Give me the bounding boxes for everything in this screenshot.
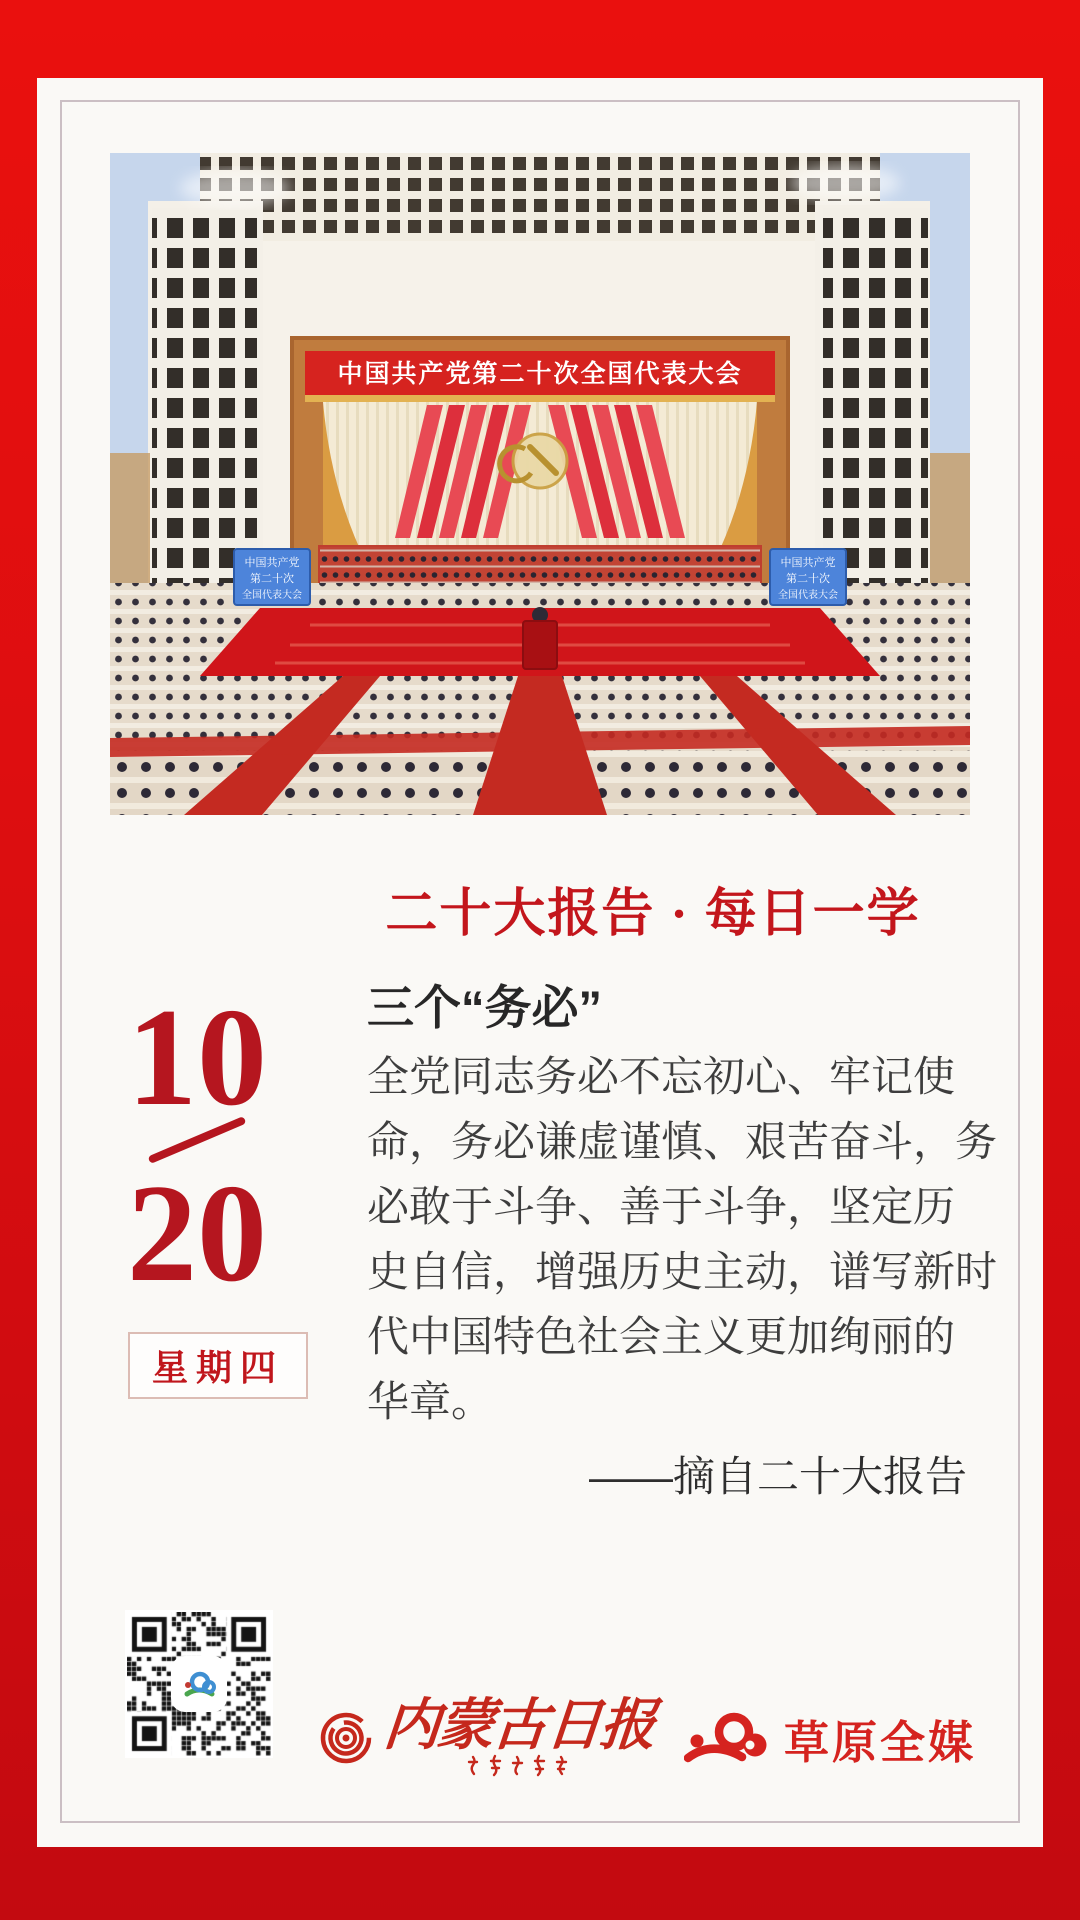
spiral-seal-icon — [318, 1710, 374, 1766]
qr-code-block — [125, 1610, 273, 1758]
footer-logos — [337, 1678, 977, 1798]
newspaper-name: 内蒙古日报 — [381, 1695, 657, 1757]
page-title: 二十大报告 · 每日一学 — [385, 886, 921, 943]
right-side-screen — [770, 549, 846, 605]
svg-text:全国代表大会: 全国代表大会 — [242, 590, 302, 601]
poster-card — [37, 78, 1043, 1847]
congress-hall-photo — [110, 153, 970, 815]
svg-text:第二十次: 第二十次 — [786, 573, 830, 585]
cloud-hill-icon — [179, 1664, 219, 1704]
media-logo-group — [684, 1706, 976, 1771]
svg-text:中国共产党: 中国共产党 — [780, 557, 836, 569]
body-line: 命，务必谦虚谨慎、艰苦奋斗，务 — [367, 1118, 998, 1165]
body-line: 史自信，增强历史主动，谱写新时 — [367, 1248, 998, 1295]
quote-attribution: ——摘自二十大报告 — [588, 1453, 967, 1500]
svg-text:第二十次: 第二十次 — [250, 573, 294, 585]
body-line: 必敢于斗争、善于斗争，坚定历 — [367, 1183, 956, 1230]
coffered-ceiling — [200, 153, 880, 245]
svg-text:中国共产党: 中国共产党 — [244, 557, 300, 569]
body-line: 代中国特色社会主义更加绚丽的 — [367, 1313, 956, 1360]
qr-center-logo — [173, 1658, 225, 1710]
newspaper-logo-group — [318, 1695, 657, 1778]
mongolian-script-decoration — [459, 1754, 579, 1778]
quote-body — [367, 1044, 998, 1434]
grassland-cloud-icon — [684, 1707, 776, 1769]
stage-banner-text: 中国共产党第二十次全国代表大会 — [337, 360, 743, 388]
congress-hall-illustration — [110, 153, 970, 815]
gold-fringe — [305, 395, 775, 402]
body-line: 华章。 — [367, 1378, 494, 1425]
date-day: 20 — [127, 1156, 267, 1311]
date-month: 10 — [127, 980, 267, 1135]
weekday-badge: 星期四 — [128, 1332, 308, 1399]
quote-heading: 三个“务必” — [367, 981, 602, 1034]
svg-text:全国代表大会: 全国代表大会 — [778, 590, 838, 601]
left-side-screen — [234, 549, 310, 605]
media-name: 草原全媒 — [784, 1716, 977, 1768]
body-line: 全党同志务必不忘初心、牢记使 — [367, 1053, 956, 1100]
